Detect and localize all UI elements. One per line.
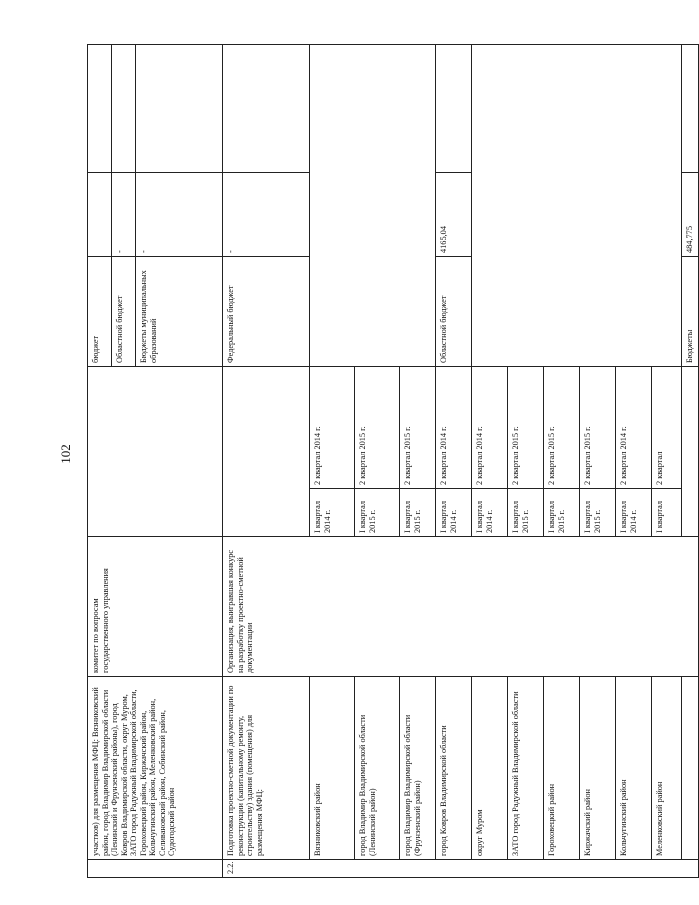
end-term: 2 квартал 2015 г. [544,366,580,488]
end-term: 2 квартал 2015 г. [508,366,544,488]
term-cell [88,366,223,536]
table-row [682,44,699,877]
district-name: город Владимир Владимирской области (Ленинский район) [355,677,400,860]
source-cell: Областной бюджет [112,256,136,366]
measure-cell: Подготовка проектно-сметной документации по реконструкции (капитальному ремонту, строительству) здания (помещения) для размещения МФЦ: [223,677,310,860]
extra-cell [112,44,136,172]
executor-cell: Организация, выигравшая конкурс на разработку проектно-сметной документации [223,537,699,677]
start-term: I квартал 2015 г. [544,489,580,537]
empty-cell [310,44,436,366]
end-term: 2 квартал 2014 г. [616,366,652,488]
district-name: Гороховецкий район [544,677,580,860]
term-cell [223,366,310,536]
source-cell: Областной бюджет [436,256,472,366]
start-term: I квартал 2014 г. [310,489,355,537]
table-row [310,44,355,877]
table-row [472,44,508,877]
table-row [88,44,112,877]
extra-cell [436,44,472,172]
start-term: I квартал 2015 г. [400,489,436,537]
end-term: 2 квартал 2015 г. [580,366,616,488]
value-cell [88,172,112,256]
value-cell: - [136,172,223,256]
value-cell: 484,775 [682,172,699,256]
end-term: 2 квартал 2014 г. [436,366,472,488]
spacer-cell [682,366,699,536]
end-term: 2 квартал 2015 г. [355,366,400,488]
spacer-cell [682,677,699,860]
start-term: I квартал 2015 г. [355,489,400,537]
end-term: 2 квартал [652,366,682,488]
extra-cell [223,44,310,172]
district-name: Меленковский район [652,677,682,860]
district-name: город Владимир Владимирской области (Фрунзенский район) [400,677,436,860]
start-term: I квартал 2014 г. [472,489,508,537]
start-term: I квартал 2015 г. [580,489,616,537]
extra-cell [136,44,223,172]
rotated-table-container [87,45,694,878]
end-term: 2 квартал 2014 г. [472,366,508,488]
start-term: I квартал 2015 г. [508,489,544,537]
start-term: I квартал 2014 г. [616,489,652,537]
district-name: город Ковров Владимирской области [436,677,472,860]
empty-cell [472,44,682,366]
district-name: Вязниковский район [310,677,355,860]
extra-cell [88,44,112,172]
measure-cell: участков) для размещения МФЦ: Вязниковский район, город Владимир Владимирской области (Ленинский и Фрунзенский районы), город Ковров Владимирской области, округ Муром, ЗАТО город Радужный Владимирской области, Гороховецкий район, Киржачский район, Кольчугинский район, Меленковский район, Селивановский район, Собинский район, Судогодский район [88,677,223,860]
program-table [87,44,699,878]
number-cell: 2.2. [223,860,699,878]
start-term: I квартал [652,489,682,537]
start-term: I квартал 2014 г. [436,489,472,537]
value-cell: - [223,172,310,256]
executor-cell: комитет по вопросам государственного управления [88,537,223,677]
table-row [223,44,310,877]
source-cell: Бюджеты муниципальных образований [136,256,223,366]
value-cell: 4165,04 [436,172,472,256]
table-row [436,44,472,877]
district-name: Кольчугинский район [616,677,652,860]
source-cell: Бюджеты [682,256,699,366]
district-name: ЗАТО город Радужный Владимирской области [508,677,544,860]
source-cell: бюджет [88,256,112,366]
end-term: 2 квартал 2015 г. [400,366,436,488]
end-term: 2 квартал 2014 г. [310,366,355,488]
source-cell: Федеральный бюджет [223,256,310,366]
extra-cell [682,44,699,172]
number-cell [88,860,223,878]
district-name: округ Муром [472,677,508,860]
page-number: 102 [58,444,73,464]
district-name: Киржачский район [580,677,616,860]
value-cell: - [112,172,136,256]
